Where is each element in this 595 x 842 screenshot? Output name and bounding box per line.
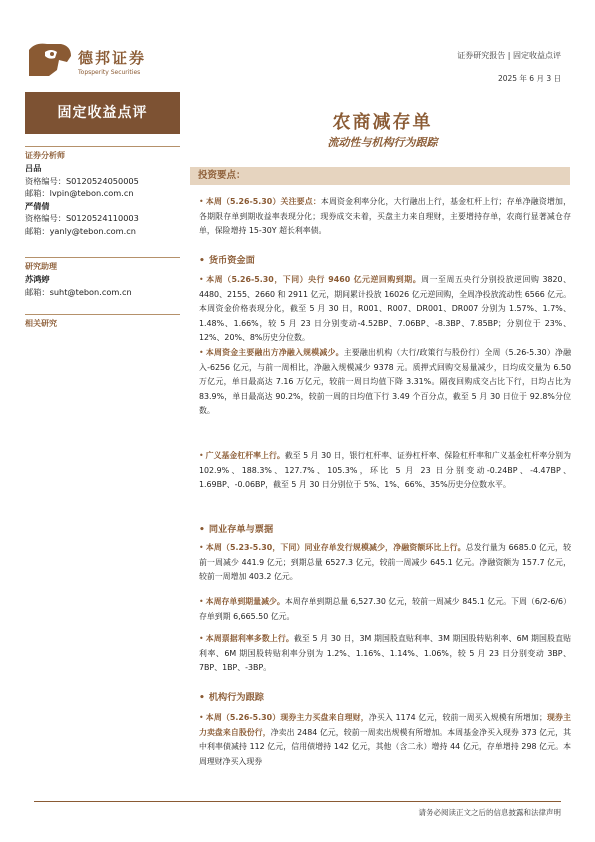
analyst1-name: 吕品 [25, 163, 42, 173]
report-type: 证券研究报告 | 固定收益点评 [457, 51, 561, 60]
para-lead: 广义基金杠杆率上行。 [205, 451, 285, 460]
para-lead-2: 现券主力卖盘来自股份行， [199, 713, 571, 737]
logo-text [78, 47, 146, 76]
para-lead: 本周（5.26-5.30）关注要点： [205, 197, 321, 206]
related-section-label: 相关研究 [25, 314, 180, 329]
para-body: 本周存单到期总量 6,527.30 亿元，较前一周减少 845.1 亿元。下周（6/2-6/6）存单到期 6,665.50 亿元。 [199, 597, 571, 621]
heading-text: 货币资金面 [208, 255, 255, 266]
category-banner: 固定收益点评 [25, 92, 180, 134]
report-date: 2025 年 6 月 3 日 [497, 74, 561, 83]
para-body: 主要融出机构（大行/政策行与股份行）全周（5.26-5.30）净融入-6256 亿元，与前一周相比，净融入规模减少 9378 元。质押式回购交易量减少，日均成交量为 6.50 万亿元，单日最高达 7.16 万亿元，较前一周日均值下降 3.31%。隔夜回购成交占比下行，日均占比为 83.9%，单日最高达 90.2%，较前一周的日均值下行 3.49 个百分点，截至 5 月 30 日位于 92.8%分位数。 [199, 348, 571, 416]
paragraph-institution [199, 711, 571, 769]
section-heading-money: • 货币资金面 [199, 255, 255, 266]
analyst2-cert: 资格编号：S0120524110003 [25, 213, 139, 223]
bullet-icon: • [199, 634, 204, 643]
analyst-list [25, 162, 139, 237]
para-lead: 本周票据利率多数上行。 [205, 634, 294, 643]
footer-divider [34, 801, 561, 802]
bullet-icon: • [199, 543, 204, 552]
assistant-section-label: 研究助理 [25, 257, 180, 272]
bullet-icon: • [199, 451, 204, 460]
bullet-icon: • [199, 275, 204, 284]
bullet-icon: • [199, 197, 204, 206]
assistant-email: 邮箱：suht@tebon.com.cn [25, 286, 132, 297]
report-title: 农商减存单 [332, 112, 433, 133]
paragraph-omo [199, 273, 571, 346]
para-lead: 本周（5.26-5.30）现券主力买盘来自理财， [205, 713, 369, 722]
paragraph-bill-rate [199, 632, 571, 676]
bullet-icon: • [199, 597, 204, 606]
paragraph-summary [199, 195, 571, 239]
assistant-info [25, 273, 132, 298]
para-body: 截至 5 月 30 日，3M 期国股直贴利率、3M 期国股转贴利率、6M 期国股直贴利率、6M 期国股转贴利率分别为 1.2%、1.16%、1.14%、1.06%，较 5 月 23 日分别变动 3BP、7BP、1BP、-3BP。 [199, 634, 571, 673]
para-body: 总发行量为 6685.0 亿元，较前一周减少 441.9 亿元；到期总量 6527.3 亿元，较前一周减少 645.1 亿元。净融资额为 157.7 亿元，较前一周增加 403.2 亿元。 [199, 543, 571, 582]
company-logo [27, 40, 73, 78]
section-heading-institution: • 机构行为跟踪 [199, 692, 264, 703]
bullet-icon: • [199, 348, 204, 357]
bullet-icon: • [199, 713, 204, 722]
paragraph-leverage [199, 449, 571, 493]
para-body: 本周资金利率分化，大行融出上行，基金杠杆上行；存单净融资增加，各期限存单到期收益率表现分化；现券成交未着，买盘主力来自理财，主要增持存单，农商行显著减仓存单，保险增持 15-30Y 超长利率债。 [199, 197, 571, 236]
para-body-2: 净卖出 2484 亿元，较前一周卖出规模有所增加。本周基金净买入现券 373 亿元，其中利率债减持 112 亿元，信用债增持 142 亿元，其他（含二永）增持 44 亿元，存单增持 298 亿元。本周理财净买入现券 [199, 727, 571, 766]
paragraph-ncd-issue [199, 541, 571, 585]
paragraph-repo [199, 346, 571, 419]
assistant-name: 苏鸿婷 [25, 274, 50, 284]
logo-cn: 德邦证券 [78, 49, 147, 67]
para-lead: 本周（5.26-5.30，下同）央行 9460 亿元逆回购到期。 [205, 275, 422, 284]
heading-text: 机构行为跟踪 [208, 692, 264, 703]
analyst1-cert: 资格编号：S0120524050005 [25, 175, 139, 186]
analyst2-name: 严倩倩 [25, 200, 50, 211]
para-lead: 本周存单到期量减少。 [205, 597, 285, 606]
para-body: 净买入 1174 亿元，较前一周买入规模有所增加； [368, 713, 547, 722]
para-lead: 本周（5.23-5.30，下同）同业存单发行规模减少，净融资额环比上行。 [205, 543, 466, 552]
paragraph-ncd-maturity [199, 595, 571, 624]
section-heading-ncd: • 同业存单与票据 [199, 524, 274, 535]
para-lead: 本周资金主要融出方净融入规模减少。 [205, 348, 344, 357]
logo-en: Topsperity Securities [78, 69, 141, 76]
para-body: 周一至周五央行分别投放逆回购 3820、4480、2155、2660 和 2911 亿元，期间累计投放 16026 亿元逆回购，全周净投放流动性 6566 亿元。本周资金价格表现分化，截至 5 月 30 日，R001、R007、DR001、DR007 分别为 1.57%、1.7%、1.48%、1.66%，较 5 月 23 日分别变动-4.52BP、7.06BP、-8.3BP、7.85BP；分别位于 23%、12%、20%、8%历史分位数。 [199, 275, 572, 343]
key-points-bar: 投资要点： [190, 167, 570, 185]
analyst-section-label: 证券分析师 [25, 146, 180, 161]
heading-text: 同业存单与票据 [208, 524, 274, 535]
footer-disclaimer: 请务必阅读正文之后的信息披露和法律声明 [418, 808, 561, 817]
para-body: 截至 5 月 30 日，银行杠杆率、证券杠杆率、保险杠杆率和广义基金杠杆率分别为 102.9%、188.3%、127.7%、105.3%，环比 5 月 23 日分别变动-0.24BP、-4.47BP、1.69BP、-0.06BP，截至 5 月 30 日分别位于 5%、1%、66%、35%历史分位数水平。 [199, 451, 571, 490]
analyst2-email: 邮箱：yanly@tebon.com.cn [25, 225, 136, 236]
analyst1-email: 邮箱：lvpin@tebon.com.cn [25, 188, 134, 198]
report-subtitle: 流动性与机构行为跟踪 [327, 136, 438, 149]
